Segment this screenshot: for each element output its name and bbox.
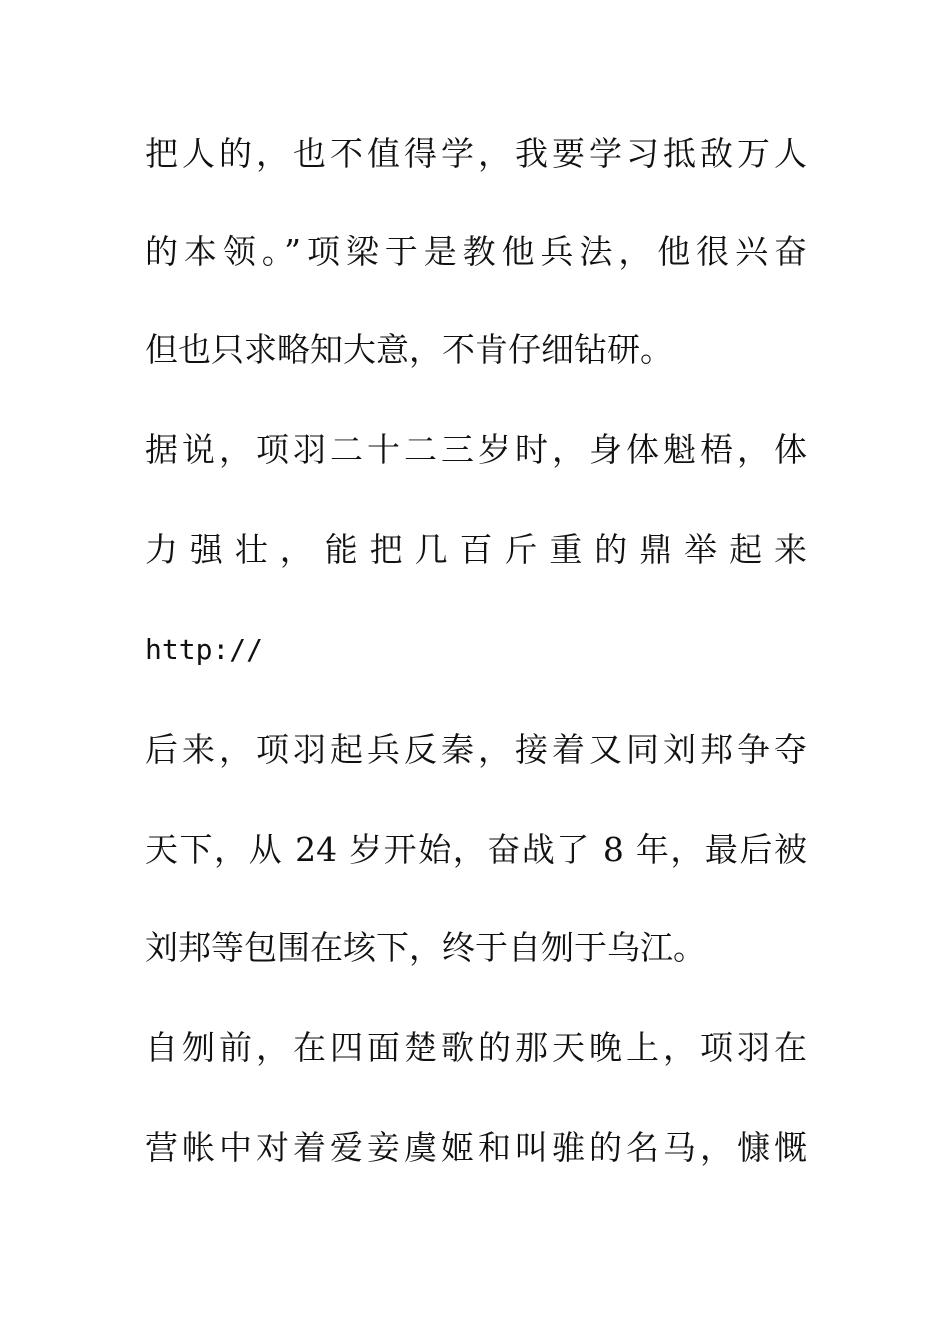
text-line: 自刎前，在四面楚歌的那天晚上，项羽在 xyxy=(145,1028,807,1067)
text-line: 把人的，也不值得学，我要学习抵敌万人 xyxy=(145,134,807,173)
text-line: 营帐中对着爱妾虞姬和叫骓的名马，慷慨 xyxy=(145,1128,807,1167)
text-line: 天下，从 24 岁开始，奋战了 8 年，最后被 xyxy=(145,830,807,869)
url-text: http:// xyxy=(145,633,264,666)
text-line: 的本领。”项梁于是教他兵法，他很兴奋 xyxy=(145,232,807,271)
text-line: 据说，项羽二十二三岁时，身体魁梧，体 xyxy=(145,430,807,469)
text-line: 力强壮，能把几百斤重的鼎举起来 xyxy=(145,530,807,569)
text-line: 刘邦等包围在垓下，终于自刎于乌江。 xyxy=(145,928,706,967)
text-line: 但也只求略知大意，不肯仔细钻研。 xyxy=(145,330,673,369)
text-line: 后来，项羽起兵反秦，接着又同刘邦争夺 xyxy=(145,730,807,769)
